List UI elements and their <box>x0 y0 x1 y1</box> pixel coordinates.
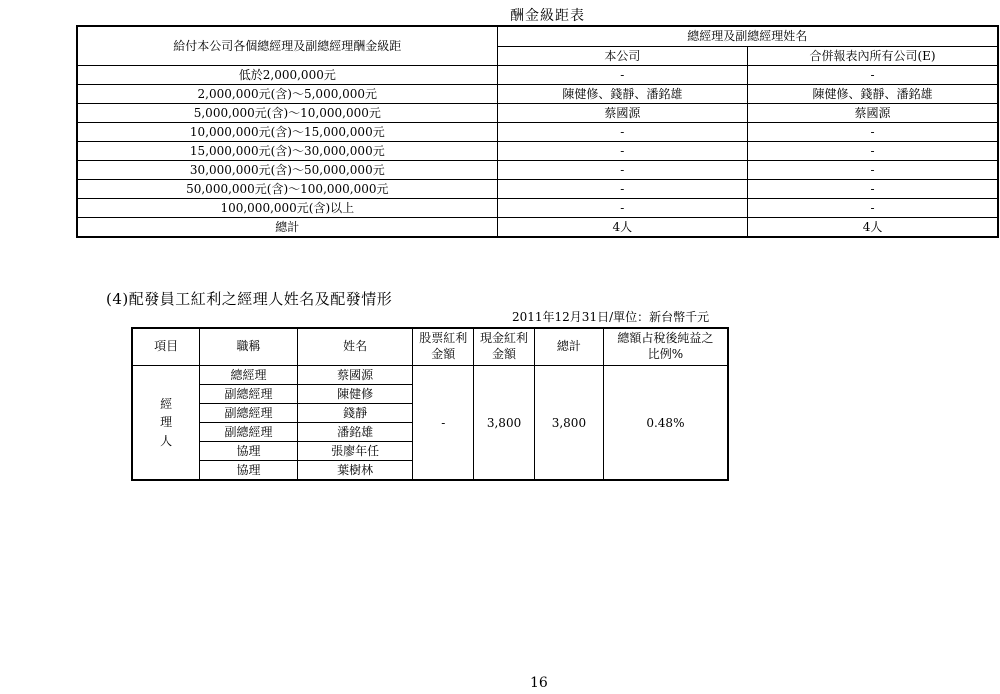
total-row <box>77 218 998 238</box>
header-ratio-line1: 總額占稅後純益之 <box>617 331 714 346</box>
name-cell: 潘銘雄 <box>297 423 413 442</box>
company-cell: 陳健修、錢靜、潘銘雄 <box>497 85 747 104</box>
header-name: 姓名 <box>297 328 413 366</box>
range-cell: 低於2,000,000元 <box>77 66 497 85</box>
range-cell: 30,000,000元(含)～50,000,000元 <box>77 161 497 180</box>
header-range: 給付本公司各個總經理及副總經理酬金級距 <box>77 26 497 66</box>
company-cell: - <box>497 161 747 180</box>
header-ratio <box>603 328 728 366</box>
company-cell: - <box>497 123 747 142</box>
header-ratio-line2: 比例% <box>647 347 684 361</box>
range-cell: 15,000,000元(含)～30,000,000元 <box>77 142 497 161</box>
table-row <box>77 123 998 142</box>
position-cell: 總經理 <box>200 366 298 385</box>
total-cell: 3,800 <box>534 366 603 481</box>
range-cell: 100,000,000元(含)以上 <box>77 199 497 218</box>
stock-cell: - <box>413 366 474 481</box>
section-title: (4)配發員工紅利之經理人姓名及配發情形 <box>106 290 393 308</box>
bonus-table <box>131 327 729 481</box>
company-cell: 蔡國源 <box>497 104 747 123</box>
consolidated-cell: 4人 <box>748 218 998 238</box>
compensation-range-table <box>76 25 999 238</box>
header-stock <box>413 328 474 366</box>
header-total: 總計 <box>534 328 603 366</box>
position-cell: 副總經理 <box>200 423 298 442</box>
header-item: 項目 <box>132 328 200 366</box>
ratio-cell: 0.48% <box>603 366 728 481</box>
company-cell: 4人 <box>497 218 747 238</box>
table-row <box>77 161 998 180</box>
unit-note: 2011年12月31日/單位：新台幣千元 <box>512 310 710 324</box>
table-row <box>77 142 998 161</box>
header-stock-line2: 金額 <box>431 347 456 361</box>
company-cell: - <box>497 142 747 161</box>
consolidated-cell: - <box>748 161 998 180</box>
position-cell: 協理 <box>200 442 298 461</box>
name-cell: 葉樹林 <box>297 461 413 481</box>
company-cell: - <box>497 66 747 85</box>
table-row <box>77 199 998 218</box>
consolidated-cell: 蔡國源 <box>748 104 998 123</box>
group-char-1: 經 <box>160 396 173 411</box>
range-cell: 2,000,000元(含)～5,000,000元 <box>77 85 497 104</box>
table1-caption: 酬金級距表 <box>510 8 585 24</box>
col-company: 本公司 <box>497 46 747 66</box>
range-cell: 10,000,000元(含)～15,000,000元 <box>77 123 497 142</box>
range-cell: 5,000,000元(含)～10,000,000元 <box>77 104 497 123</box>
company-cell: - <box>497 199 747 218</box>
position-cell: 副總經理 <box>200 385 298 404</box>
consolidated-cell: - <box>748 142 998 161</box>
name-cell: 錢靜 <box>297 404 413 423</box>
name-cell: 陳健修 <box>297 385 413 404</box>
table-row <box>77 85 998 104</box>
page-number: 16 <box>530 675 548 691</box>
consolidated-cell: - <box>748 199 998 218</box>
group-char-3: 人 <box>160 433 173 448</box>
col-consolidated: 合併報表內所有公司(E) <box>748 46 998 66</box>
range-cell: 總計 <box>77 218 497 238</box>
consolidated-cell: - <box>748 66 998 85</box>
consolidated-cell: - <box>748 180 998 199</box>
header-names: 總經理及副總經理姓名 <box>497 26 998 46</box>
table-row <box>77 66 998 85</box>
header-stock-line1: 股票紅利 <box>419 331 468 346</box>
group-label <box>132 366 200 481</box>
name-cell: 蔡國源 <box>297 366 413 385</box>
header-cash-line1: 現金紅利 <box>480 331 529 346</box>
table-row <box>132 366 728 385</box>
company-cell: - <box>497 180 747 199</box>
header-cash <box>474 328 535 366</box>
consolidated-cell: - <box>748 123 998 142</box>
position-cell: 協理 <box>200 461 298 481</box>
consolidated-cell: 陳健修、錢靜、潘銘雄 <box>748 85 998 104</box>
range-cell: 50,000,000元(含)～100,000,000元 <box>77 180 497 199</box>
table-row <box>77 180 998 199</box>
cash-cell: 3,800 <box>474 366 535 481</box>
position-cell: 副總經理 <box>200 404 298 423</box>
name-cell: 張廖年任 <box>297 442 413 461</box>
group-char-2: 理 <box>160 415 173 430</box>
header-position: 職稱 <box>200 328 298 366</box>
table-row <box>77 104 998 123</box>
header-cash-line2: 金額 <box>492 347 517 361</box>
